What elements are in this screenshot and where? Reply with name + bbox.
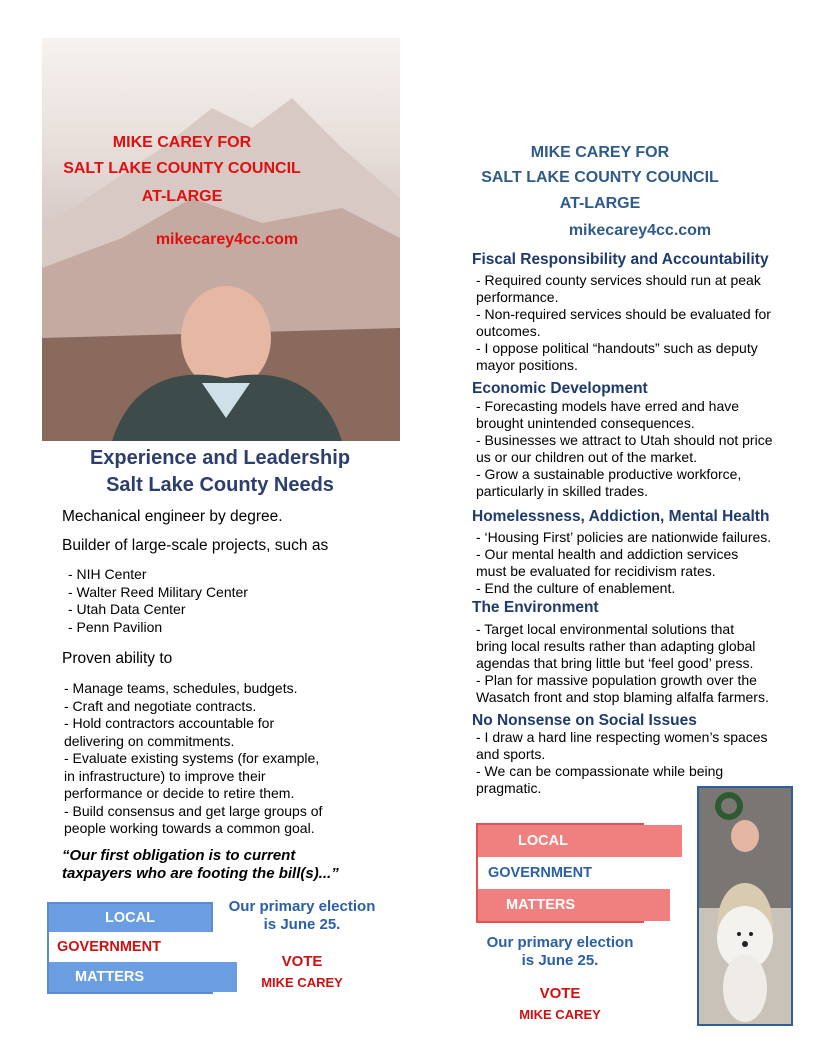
quote-line1: “Our first obligation is to current	[62, 847, 296, 864]
list-item: - We can be compassionate while being	[476, 763, 724, 779]
badge-bottom: MATTERS	[49, 962, 237, 992]
list-item: - Businesses we attract to Utah should not price	[476, 432, 773, 448]
election-line2: is June 25.	[263, 916, 341, 933]
left-title-line2: Salt Lake County Needs	[106, 474, 334, 496]
section-body-fiscal	[476, 272, 771, 374]
badge-middle: GOVERNMENT	[478, 857, 652, 889]
list-item: people working towards a common goal.	[64, 820, 315, 836]
list-item: us or our children out of the market.	[476, 449, 697, 465]
list-item: - Evaluate existing systems (for example,	[64, 750, 320, 766]
list-item: Wasatch front and stop blaming alfalfa farmers.	[476, 689, 769, 705]
candidate-name: MIKE CAREY	[261, 975, 343, 990]
list-item: must be evaluated for recidivism rates.	[476, 563, 716, 579]
list-item: - I draw a hard line respecting women’s spaces	[476, 729, 768, 745]
election-line2: is June 25.	[521, 952, 599, 969]
section-title-homelessness: Homelessness, Addiction, Mental Health	[472, 508, 770, 525]
list-item: bring local results rather than adapting global	[476, 638, 756, 654]
quote	[62, 847, 339, 883]
list-item: in infrastructure) to improve their	[64, 767, 266, 784]
abilities-list	[64, 680, 322, 838]
list-item: - I oppose political “handouts” such as deputy	[476, 340, 758, 356]
badge-middle: GOVERNMENT	[49, 932, 219, 962]
list-item: - ‘Housing First’ policies are nationwide failures.	[476, 529, 772, 545]
list-item: - Non-required services should be evaluated for	[476, 306, 771, 322]
list-item: - Penn Pavilion	[68, 618, 163, 635]
list-item: - Target local environmental solutions that	[476, 621, 735, 637]
list-item: performance or decide to retire them.	[64, 785, 295, 801]
vote-label: VOTE	[281, 953, 323, 970]
list-item: - Hold contractors accountable for	[64, 715, 275, 731]
section-title-social: No Nonsense on Social Issues	[472, 712, 697, 729]
proven-text: Proven ability to	[62, 650, 173, 667]
list-item: - Craft and negotiate contracts.	[64, 697, 257, 714]
right-title-line2: SALT LAKE COUNTY COUNCIL	[481, 169, 719, 186]
left-title	[40, 445, 400, 499]
section-title-environment: The Environment	[472, 599, 599, 616]
list-item: performance.	[476, 289, 559, 305]
left-title-line1: Experience and Leadership	[89, 447, 351, 469]
list-item: delivering on commitments.	[64, 732, 235, 749]
candidate-dog-photo	[697, 786, 793, 1026]
local-government-badge	[47, 902, 213, 994]
badge-top: LOCAL	[49, 904, 211, 932]
list-item: - Grow a sustainable productive workforce,	[476, 466, 742, 482]
list-item: - End the culture of enablement.	[476, 580, 676, 596]
election-line1: Our primary election	[228, 898, 376, 915]
projects-list	[68, 566, 248, 636]
list-item: particularly in skilled trades.	[476, 483, 648, 499]
list-item: - Build consensus and get large groups of	[64, 802, 323, 819]
badge-top: LOCAL	[478, 825, 682, 857]
section-body-homelessness	[476, 529, 771, 597]
election-date-right	[470, 934, 650, 970]
right-title-line1: MIKE CAREY FOR	[530, 144, 670, 161]
election-line1: Our primary election	[486, 934, 634, 951]
list-item: - Manage teams, schedules, budgets.	[64, 680, 298, 696]
section-title-economic: Economic Development	[472, 380, 648, 397]
candidate-name-right: MIKE CAREY	[519, 1007, 601, 1022]
section-body-environment	[476, 621, 769, 706]
list-item: - Plan for massive population growth over the	[476, 672, 757, 688]
list-item: brought unintended consequences.	[476, 415, 695, 431]
candidate-photo	[42, 38, 400, 441]
election-date	[212, 898, 392, 934]
photo-title-line1: MIKE CAREY FOR	[112, 134, 252, 151]
local-government-badge-right	[476, 823, 644, 923]
list-item: agendas that bring little but ‘feel good’ press.	[476, 655, 754, 671]
list-item: - Utah Data Center	[68, 601, 186, 617]
dog-photo-illustration	[699, 788, 791, 1024]
list-item: - Our mental health and addiction services	[476, 546, 739, 562]
photo-url: mikecarey4cc.com	[155, 231, 299, 248]
badge-bottom: MATTERS	[478, 889, 670, 921]
builder-text: Builder of large-scale projects, such as	[62, 537, 329, 554]
photo-title-line3: AT-LARGE	[141, 188, 223, 205]
quote-line2: taxpayers who are footing the bill(s)...”	[62, 865, 339, 882]
list-item: mayor positions.	[476, 357, 578, 373]
list-item: and sports.	[476, 746, 546, 762]
list-item: - Required county services should run at peak	[476, 272, 761, 288]
section-body-economic	[476, 398, 772, 500]
list-item: outcomes.	[476, 323, 541, 339]
list-item: - Walter Reed Military Center	[68, 583, 248, 600]
list-item: - Forecasting models have erred and have	[476, 398, 740, 414]
list-item: pragmatic.	[476, 780, 542, 796]
photo-title-line2: SALT LAKE COUNTY COUNCIL	[63, 160, 301, 177]
vote-label-right: VOTE	[539, 985, 581, 1002]
right-title-line3: AT-LARGE	[559, 195, 641, 212]
degree-text: Mechanical engineer by degree.	[62, 508, 283, 525]
right-url: mikecarey4cc.com	[568, 222, 712, 239]
section-title-fiscal: Fiscal Responsibility and Accountability	[472, 251, 769, 268]
list-item: - NIH Center	[68, 566, 147, 582]
